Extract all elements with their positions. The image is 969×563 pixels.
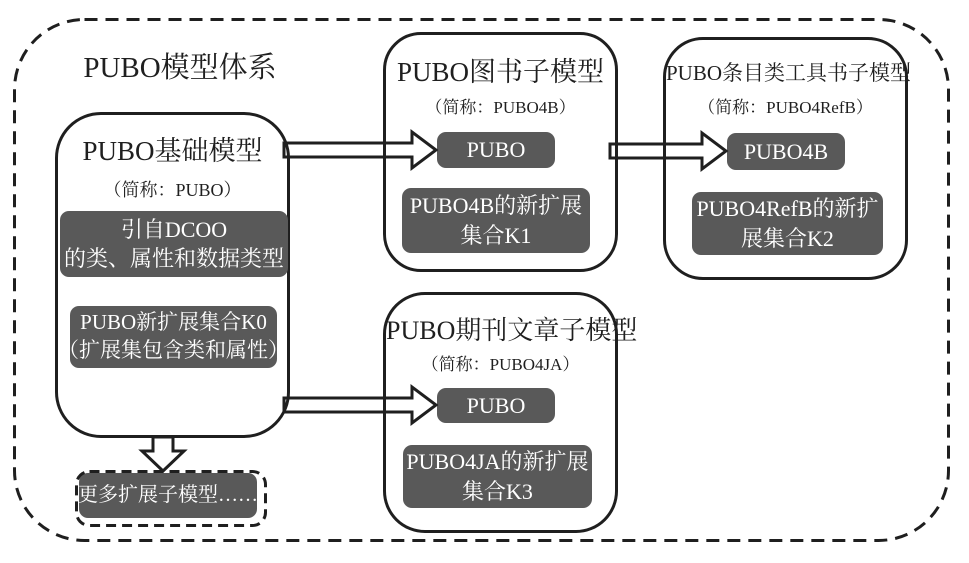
book-model-title: PUBO图书子模型: [396, 57, 605, 87]
k3-extension-line2: 集合K3: [462, 478, 533, 504]
k2-extension-box: [692, 192, 883, 255]
more-models-label: 更多扩展子模型……: [78, 484, 258, 507]
dcoo-import-line1: 引自DCOO: [120, 216, 228, 242]
book-core-label: PUBO: [466, 137, 526, 163]
journal-model-alias: （简称：PUBO4JA）: [421, 355, 580, 374]
refbook-model-alias: （简称：PUBO4RefB）: [698, 98, 873, 117]
k1-extension-line2: 集合K1: [460, 222, 532, 248]
k0-extension-line2: （扩展集包含类和属性）: [58, 338, 289, 362]
dcoo-import-line2: 的类、属性和数据类型: [63, 246, 284, 271]
book-model-box: [383, 32, 618, 272]
dcoo-import-box: [60, 211, 288, 277]
k3-extension-box: [403, 445, 592, 508]
system-title: PUBO模型体系: [83, 52, 277, 84]
refbook-core-box: [727, 133, 845, 170]
more-models-box: [79, 473, 257, 518]
refbook-core-label: PUBO4B: [743, 138, 829, 164]
k2-extension-line2: 展集合K2: [741, 225, 834, 251]
k1-extension-line1: PUBO4B的新扩展: [409, 193, 583, 219]
journal-core-label: PUBO: [466, 392, 526, 418]
refbook-model-box: [663, 37, 912, 280]
k1-extension-box: [402, 188, 590, 253]
base-model-box: [55, 112, 290, 438]
base-model-title: PUBO基础模型: [82, 136, 263, 166]
k0-extension-box: [58, 306, 289, 368]
book-model-alias: （简称：PUBO4B）: [425, 98, 576, 117]
arrow-base-to-more-models: [142, 437, 184, 471]
base-model-alias: （简称：PUBO）: [103, 180, 242, 200]
more-models-frame: [75, 470, 267, 527]
journal-core-box: [437, 388, 555, 423]
k3-extension-line1: PUBO4JA的新扩展: [406, 449, 589, 475]
journal-model-box: [383, 292, 638, 533]
k2-extension-line1: PUBO4RefB的新扩: [696, 196, 879, 222]
refbook-model-title: PUBO条目类工具书子模型: [666, 61, 912, 85]
journal-model-title: PUBO期刊文章子模型: [386, 316, 638, 345]
book-core-box: [437, 132, 555, 168]
k0-extension-line1: PUBO新扩展集合K0: [80, 310, 267, 335]
